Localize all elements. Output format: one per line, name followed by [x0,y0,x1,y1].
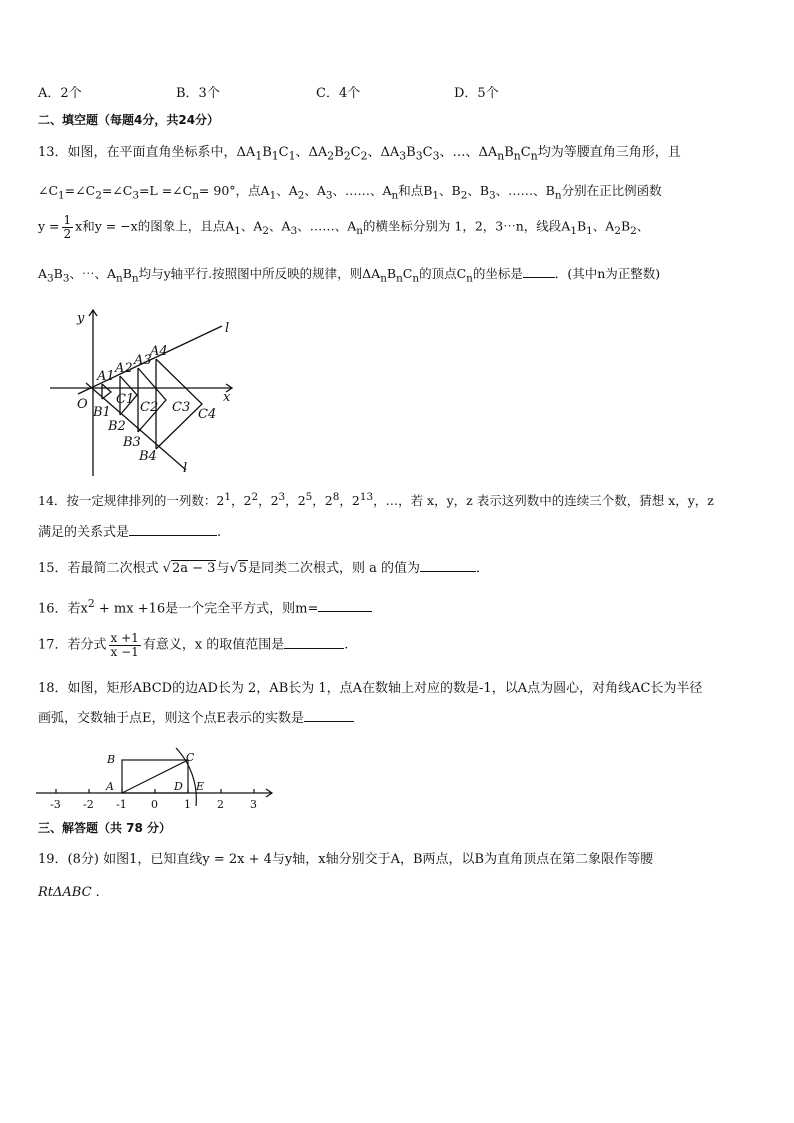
label-c3: C3 [172,400,191,415]
label-d: D [174,780,183,793]
fraction-one-half: $\frac{1}{2}$ [63,213,72,241]
section-2-title: 二、填空题（每题4分，共24分） [38,113,220,127]
label-a4: A4 [150,344,168,359]
q13-line-2: $\angle C_1=\angle C_2=\angle C_3=L$ $=\angle C_n= 90^\circ$，点$A_1$、$A_2$、$A_3$、……、$A_n$和点$B_1$、$B_2$、$B_3$、……、$B_n$分别在正比例函数 [38,183,662,202]
label-b4: B4 [139,449,157,464]
label-c4: C4 [198,407,217,422]
label-x: x [223,390,231,405]
tick-label-2: 2 [217,798,224,811]
label-a: A [106,780,114,793]
q13-answer-blank[interactable] [523,265,555,278]
section-3-title: 三、解答题（共 78 分） [38,821,172,835]
fraction-x-plus-1-over-x-minus-1: $\frac{x +1}{x -1}$ [110,631,139,659]
label-b1: B1 [93,405,111,420]
label-b3: B3 [123,435,141,450]
q15-line: 15．若最简二次根式 √2a − 3与√5是同类二次根式，则 a 的值为 ． [38,561,490,576]
tick-label-3: 3 [250,798,257,811]
q18-answer-blank[interactable] [304,709,354,722]
q16-answer-blank[interactable] [318,599,372,612]
label-c1: C1 [116,392,135,407]
label-a1: A1 [97,369,115,384]
option-a: A．2个 [38,86,82,101]
q14-line-2: 满足的关系式是 . [38,525,222,540]
label-c: C [186,751,195,764]
tick-label-neg3: -3 [50,798,61,811]
label-b2: B2 [108,419,126,434]
q15-answer-blank[interactable] [420,559,476,572]
tick-label-1: 1 [184,798,191,811]
option-d: D．5个 [454,86,499,101]
option-b: B．3个 [176,86,220,101]
tick-label-0: 0 [151,798,158,811]
q14-answer-blank[interactable] [129,523,217,536]
label-l-bottom: l [183,461,188,476]
q13-line-1: 13．如图，在平面直角坐标系中，$\Delta A_1B_1C_1$、$\Delta A_2B_2C_2$、$\Delta A_3B_3C_3$、…、$\Delta A_nB_nC_n$均为等腰直角三角形，且 [38,145,681,163]
label-e: E [196,780,205,793]
label-y: y [77,311,85,326]
option-c: C．4个 [316,86,361,101]
tick-label-neg1: -1 [116,798,127,811]
q13-line-3: y = $\frac{1}{2}$ x和y = −x的图象上，且点$A_1$、$A_2$、$A_3$、……、$A_n$的横坐标分别为 1，2，3⋯n，线段$A_1B_1$、$A_2B_2$、 [38,213,650,241]
q16-line: 16．若$x^2$ + mx +16是一个完全平方式，则m= [38,597,372,616]
q19-line-1: 19．(8分) 如图1，已知直线y = 2x + 4与y轴，x轴分别交于A，B两点，以B为直角顶点在第二象限作等腰 [38,852,654,867]
q18-number-line-figure [36,746,286,816]
label-a2: A2 [115,361,133,376]
radical-2a-3: 2a − 3 [171,561,216,576]
q13-line-4: $A_3B_3$、⋯、$A_nB_n$均与y轴平行.按照图中所反映的规律，则$\Delta A_nB_nC_n$的顶点$C_n$的坐标是 ．(其中n为正整数) [38,266,661,285]
label-l-top: l [225,321,230,336]
q19-line-2: RtΔABC . [38,885,100,900]
q17-answer-blank[interactable] [284,636,344,649]
triangle-1-legs [102,384,111,399]
q13-figure [50,308,250,478]
q17-line: 17．若分式 $\frac{x +1}{x -1}$ 有意义，x 的取值范围是 . [38,631,349,659]
label-a3: A3 [134,353,152,368]
radical-5: 5 [238,561,248,576]
q18-line-2: 画弧，交数轴于点E，则这个点E表示的实数是 [38,707,354,726]
q14-line-1: 14．按一定规律排列的一列数：$2^1$，$2^2$，$2^3$，$2^5$，$2^8$，$2^{13}$，…，若 x，y，z 表示这列数中的连续三个数，猜想 x，y，z [38,491,714,509]
label-o: O [77,397,88,412]
q18-line-1: 18．如图，矩形ABCD的边AD长为 2，AB长为 1，点A在数轴上对应的数是-1，以A点为圆心，对角线AC长为半径 [38,681,703,696]
label-c2: C2 [140,400,159,415]
label-b: B [107,753,116,766]
tick-label-neg2: -2 [83,798,94,811]
